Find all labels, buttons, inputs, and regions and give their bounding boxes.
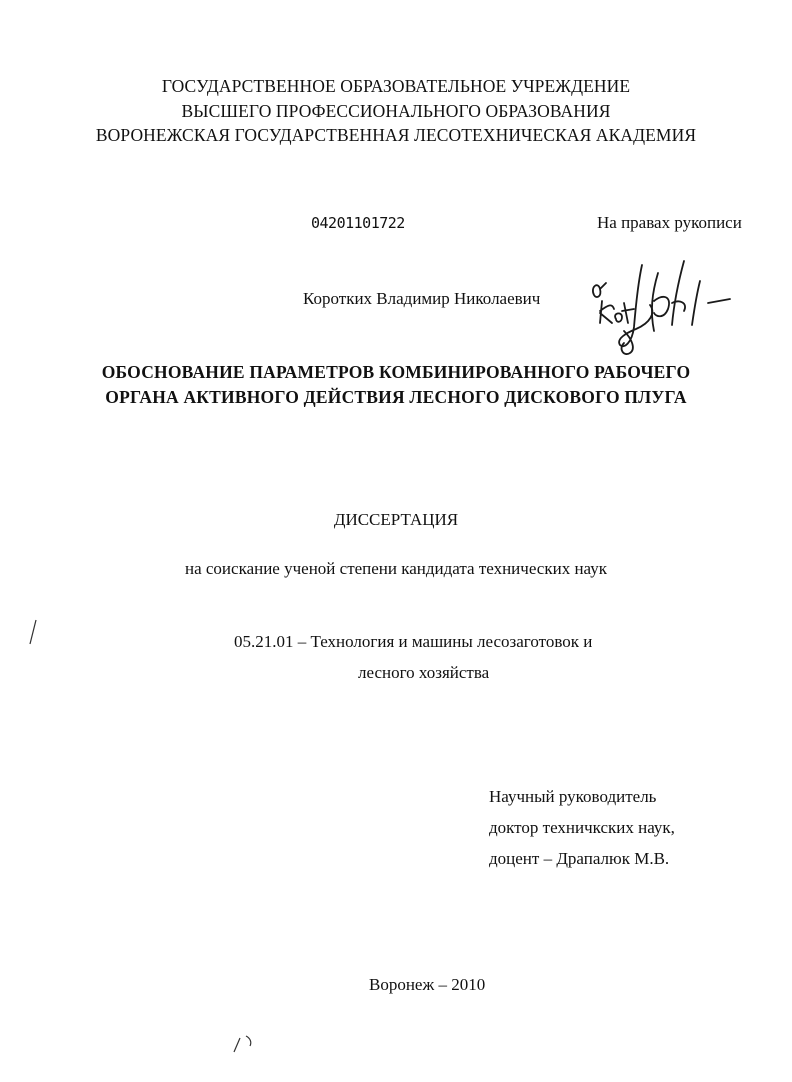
supervisor-line-2: доктор техничкских наук, (489, 818, 675, 837)
document-type: ДИССЕРТАЦИЯ (333, 510, 459, 529)
specialty-line-2: лесного хозяйства (358, 663, 490, 682)
institution-line-2: ВЫСШЕГО ПРОФЕССИОНАЛЬНОГО ОБРАЗОВАНИЯ (181, 101, 611, 121)
title-line-1: ОБОСНОВАНИЕ ПАРАМЕТРОВ КОМБИНИРОВАННОГО РАБОЧЕГО (101, 362, 691, 382)
specialty-line-1: 05.21.01 – Технология и машины лесозаготовок и (234, 632, 593, 651)
degree-line: на соискание ученой степени кандидата технических наук (184, 559, 607, 578)
institution-line-3: ВОРОНЕЖСКАЯ ГОСУДАРСТВЕННАЯ ЛЕСОТЕХНИЧЕСКАЯ АКАДЕМИЯ (95, 125, 697, 145)
author-signature (580, 253, 740, 363)
institution-line-1: ГОСУДАРСТВЕННОЕ ОБРАЗОВАТЕЛЬНОЕ УЧРЕЖДЕНИЕ (161, 76, 631, 96)
supervisor-line-1: Научный руководитель (489, 787, 657, 806)
stamp-code: 04201101722 (311, 214, 405, 232)
rights-note: На правах рукописи (597, 213, 742, 232)
city-year: Воронеж – 2010 (369, 975, 486, 994)
scan-mark-bottom (228, 1032, 258, 1056)
supervisor-line-3: доцент – Драпалюк М.В. (489, 849, 670, 868)
title-line-2: ОРГАНА АКТИВНОГО ДЕЙСТВИЯ ЛЕСНОГО ДИСКОВОГО ПЛУГА (105, 387, 687, 407)
scan-mark-left (26, 618, 40, 648)
author-name: Коротких Владимир Николаевич (303, 289, 541, 308)
